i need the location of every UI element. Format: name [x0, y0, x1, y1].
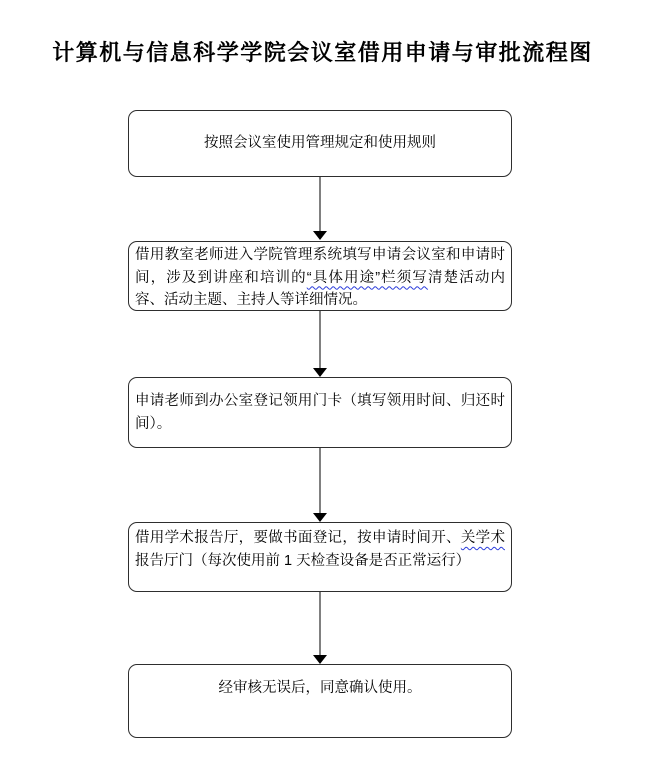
- flow-step-door-card-text: 申请老师到办公室登记领用门卡（填写领用时间、归还时间）。: [135, 393, 505, 432]
- arrow-shaft: [319, 177, 321, 231]
- flow-step-rules-text: 按照会议室使用管理规定和使用规则: [204, 135, 436, 152]
- flow-step-confirm-text: 经审核无误后，同意确认使用。: [218, 680, 422, 696]
- arrowhead-down-icon: [313, 513, 327, 522]
- arrow-shaft: [319, 448, 321, 513]
- flow-step-apply-text-wavy: “具体用途”栏须写: [306, 269, 429, 286]
- flow-step-confirm: [128, 664, 512, 738]
- arrow-down-3: [313, 448, 327, 522]
- flow-step-apply-text-1: 借用教室老师进入学院管理系统填写申请会议室和申请时间，涉及到讲座和培训的: [135, 247, 505, 286]
- arrowhead-down-icon: [313, 231, 327, 240]
- arrow-shaft: [319, 592, 321, 655]
- arrowhead-down-icon: [313, 655, 327, 664]
- arrow-down-2: [313, 311, 327, 377]
- flow-step-apply-text-2: 清楚活动内容、活动主题、主持人等详细情况。: [135, 269, 505, 308]
- arrowhead-down-icon: [313, 368, 327, 377]
- flow-step-rules: [128, 110, 512, 177]
- page-title: 计算机与信息科学学院会议室借用申请与审批流程图: [52, 40, 593, 65]
- flow-step-hall-text-wavy: 关学术: [460, 530, 505, 546]
- flow-step-door-card: [128, 377, 512, 448]
- arrow-down-4: [313, 592, 327, 664]
- flow-step-apply-system: [128, 241, 512, 311]
- arrow-down-1: [313, 177, 327, 240]
- flow-step-hall-text-1: 借用学术报告厅，要做书面登记，按申请时间开、: [135, 530, 461, 546]
- flow-step-lecture-hall: [128, 522, 512, 592]
- flow-step-hall-text-2: 报告厅门（每次使用前 1 天检查设备是否正常运行）: [135, 552, 471, 569]
- arrow-shaft: [319, 311, 321, 368]
